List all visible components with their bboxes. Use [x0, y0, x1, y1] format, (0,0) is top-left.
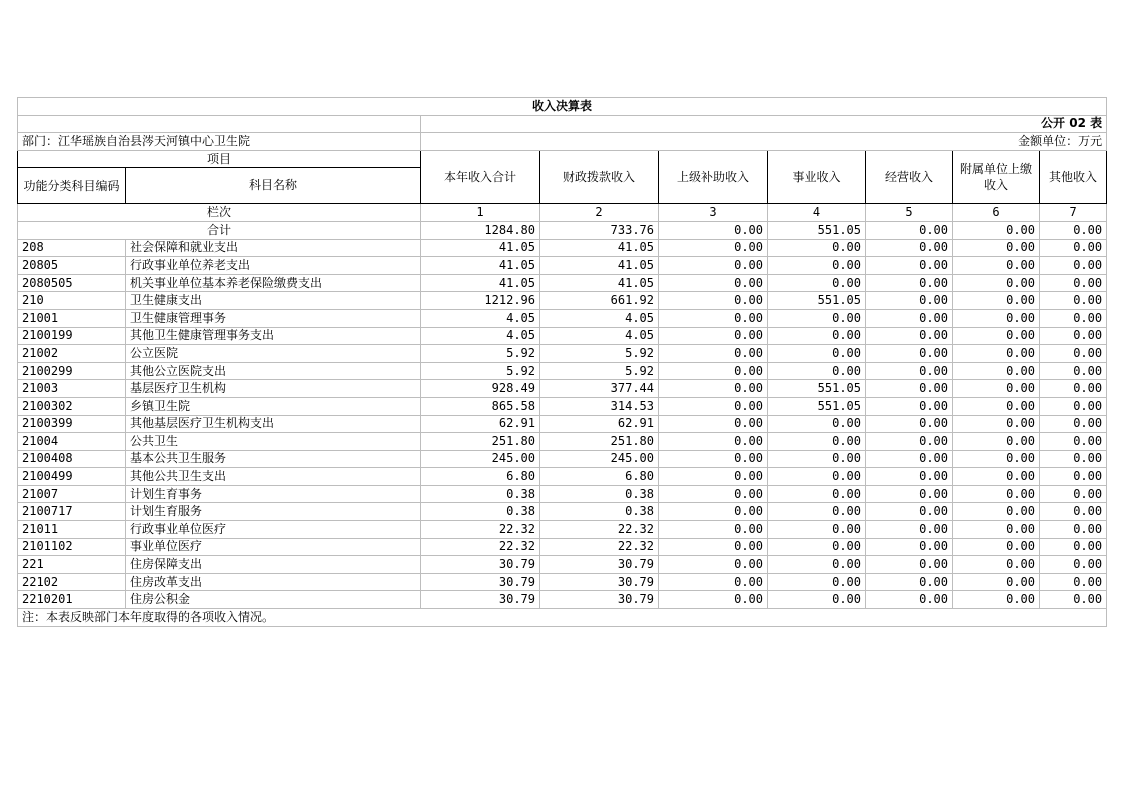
subject-name: 计划生育服务	[126, 503, 421, 521]
col-header-affiliated: 附属单位上缴收入	[953, 150, 1040, 204]
amount-cell: 0.00	[866, 503, 953, 521]
total-label: 合计	[18, 221, 421, 239]
amount-cell: 0.00	[768, 257, 866, 275]
amount-cell: 0.00	[768, 538, 866, 556]
amount-cell: 62.91	[540, 415, 659, 433]
amount-cell: 0.00	[659, 485, 768, 503]
subject-code: 2100199	[18, 327, 126, 345]
amount-cell: 245.00	[421, 450, 540, 468]
amount-cell: 0.00	[768, 556, 866, 574]
table-row	[18, 591, 1107, 609]
table-row	[18, 468, 1107, 486]
subject-name: 其他卫生健康管理事务支出	[126, 327, 421, 345]
subject-code: 21011	[18, 521, 126, 539]
col-header-superior: 上级补助收入	[659, 150, 768, 204]
amount-cell: 0.00	[866, 239, 953, 257]
amount-cell: 0.00	[768, 485, 866, 503]
amount-cell: 0.00	[953, 257, 1040, 275]
subject-name: 住房改革支出	[126, 573, 421, 591]
amount-cell: 0.00	[866, 591, 953, 609]
subject-name: 社会保障和就业支出	[126, 239, 421, 257]
amount-cell: 0.00	[866, 397, 953, 415]
amount-cell: 0.38	[540, 485, 659, 503]
func-code-header: 功能分类科目编码	[18, 168, 126, 204]
form-number: 公开 02 表	[421, 115, 1107, 133]
amount-cell: 0.00	[866, 327, 953, 345]
amount-cell: 0.00	[659, 433, 768, 451]
table-row	[18, 573, 1107, 591]
amount-cell: 0.00	[1040, 239, 1107, 257]
col-header-business: 事业收入	[768, 150, 866, 204]
amount-cell: 0.00	[659, 503, 768, 521]
subject-name: 基本公共卫生服务	[126, 450, 421, 468]
amount-cell: 22.32	[421, 538, 540, 556]
total-row	[18, 221, 1107, 239]
amount-cell: 0.00	[1040, 327, 1107, 345]
table-row	[18, 503, 1107, 521]
amount-cell: 0.00	[1040, 591, 1107, 609]
subject-code: 2101102	[18, 538, 126, 556]
amount-cell: 0.00	[659, 309, 768, 327]
subject-code: 2100399	[18, 415, 126, 433]
amount-cell: 0.00	[1040, 468, 1107, 486]
amount-cell: 0.38	[540, 503, 659, 521]
amount-cell: 0.00	[953, 415, 1040, 433]
note-row	[18, 609, 1107, 627]
table-row	[18, 345, 1107, 363]
amount-cell: 0.00	[866, 345, 953, 363]
subject-code: 2100302	[18, 397, 126, 415]
amount-cell: 0.00	[768, 362, 866, 380]
amount-cell: 41.05	[540, 257, 659, 275]
amount-cell: 0.00	[866, 292, 953, 310]
amount-cell: 0.00	[953, 397, 1040, 415]
income-final-account-table	[17, 97, 1107, 627]
amount-cell: 4.05	[421, 309, 540, 327]
item-header: 项目	[18, 150, 421, 168]
amount-cell: 0.00	[659, 521, 768, 539]
amount-cell: 41.05	[540, 239, 659, 257]
subject-name: 其他公共卫生支出	[126, 468, 421, 486]
amount-cell: 0.00	[866, 573, 953, 591]
amount-cell: 0.00	[659, 397, 768, 415]
amount-cell: 30.79	[540, 556, 659, 574]
table-row	[18, 327, 1107, 345]
total-value: 0.00	[953, 221, 1040, 239]
column-index: 2	[540, 204, 659, 222]
amount-cell: 0.00	[768, 468, 866, 486]
subject-name: 事业单位医疗	[126, 538, 421, 556]
amount-cell: 0.00	[659, 415, 768, 433]
subject-code: 21003	[18, 380, 126, 398]
amount-cell: 314.53	[540, 397, 659, 415]
amount-cell: 0.00	[659, 380, 768, 398]
amount-cell: 0.00	[659, 239, 768, 257]
amount-cell: 0.00	[768, 573, 866, 591]
subject-code: 21007	[18, 485, 126, 503]
total-value: 0.00	[1040, 221, 1107, 239]
amount-cell: 377.44	[540, 380, 659, 398]
amount-cell: 5.92	[540, 362, 659, 380]
amount-cell: 0.00	[659, 468, 768, 486]
amount-cell: 0.00	[953, 274, 1040, 292]
amount-cell: 41.05	[421, 274, 540, 292]
amount-cell: 0.00	[1040, 380, 1107, 398]
table-row	[18, 397, 1107, 415]
subject-name: 公立医院	[126, 345, 421, 363]
amount-cell: 0.00	[953, 345, 1040, 363]
subject-code: 20805	[18, 257, 126, 275]
amount-cell: 551.05	[768, 380, 866, 398]
amount-cell: 551.05	[768, 292, 866, 310]
total-value: 733.76	[540, 221, 659, 239]
amount-cell: 0.00	[953, 309, 1040, 327]
subject-name: 卫生健康管理事务	[126, 309, 421, 327]
subject-code: 2210201	[18, 591, 126, 609]
amount-cell: 0.00	[768, 503, 866, 521]
table-row	[18, 450, 1107, 468]
department-row	[18, 133, 1107, 151]
amount-cell: 0.00	[953, 433, 1040, 451]
subject-name: 行政事业单位医疗	[126, 521, 421, 539]
table-row	[18, 274, 1107, 292]
amount-cell: 30.79	[540, 591, 659, 609]
amount-cell: 0.00	[953, 573, 1040, 591]
table-row	[18, 309, 1107, 327]
amount-cell: 0.00	[866, 450, 953, 468]
amount-cell: 0.00	[866, 380, 953, 398]
subject-name: 其他公立医院支出	[126, 362, 421, 380]
amount-cell: 0.00	[1040, 257, 1107, 275]
subject-name: 公共卫生	[126, 433, 421, 451]
amount-cell: 0.00	[1040, 450, 1107, 468]
subject-name: 住房保障支出	[126, 556, 421, 574]
amount-cell: 0.00	[866, 468, 953, 486]
title-row	[18, 98, 1107, 116]
amount-cell: 5.92	[540, 345, 659, 363]
amount-cell: 0.00	[659, 292, 768, 310]
amount-cell: 0.00	[659, 573, 768, 591]
amount-cell: 0.00	[659, 362, 768, 380]
amount-cell: 0.00	[768, 345, 866, 363]
table-row	[18, 521, 1107, 539]
subject-name: 卫生健康支出	[126, 292, 421, 310]
amount-cell: 0.00	[1040, 292, 1107, 310]
amount-cell: 0.00	[1040, 309, 1107, 327]
col-header-operating: 经营收入	[866, 150, 953, 204]
table-row	[18, 380, 1107, 398]
amount-cell: 0.00	[768, 274, 866, 292]
total-value: 0.00	[659, 221, 768, 239]
subject-code: 2100408	[18, 450, 126, 468]
amount-cell: 0.00	[866, 362, 953, 380]
amount-cell: 0.00	[1040, 362, 1107, 380]
amount-cell: 0.00	[768, 450, 866, 468]
amount-cell: 0.00	[866, 556, 953, 574]
amount-cell: 0.00	[768, 327, 866, 345]
amount-cell: 0.00	[1040, 538, 1107, 556]
amount-cell: 0.00	[953, 292, 1040, 310]
amount-cell: 0.00	[659, 556, 768, 574]
amount-cell: 0.00	[1040, 556, 1107, 574]
amount-cell: 928.49	[421, 380, 540, 398]
amount-cell: 0.00	[953, 521, 1040, 539]
amount-cell: 0.00	[953, 362, 1040, 380]
table-row	[18, 433, 1107, 451]
amount-cell: 0.00	[768, 239, 866, 257]
amount-cell: 0.00	[866, 309, 953, 327]
amount-cell: 0.00	[659, 274, 768, 292]
subject-name: 乡镇卫生院	[126, 397, 421, 415]
column-index-label: 栏次	[18, 204, 421, 222]
amount-cell: 0.00	[1040, 433, 1107, 451]
amount-cell: 0.00	[866, 433, 953, 451]
subject-code: 21001	[18, 309, 126, 327]
amount-cell: 0.00	[953, 485, 1040, 503]
amount-cell: 0.00	[1040, 397, 1107, 415]
column-index-row	[18, 204, 1107, 222]
amount-cell: 4.05	[540, 309, 659, 327]
amount-cell: 4.05	[421, 327, 540, 345]
amount-cell: 5.92	[421, 345, 540, 363]
amount-cell: 0.00	[1040, 573, 1107, 591]
amount-cell: 0.00	[953, 450, 1040, 468]
amount-cell: 0.00	[866, 274, 953, 292]
amount-cell: 6.80	[540, 468, 659, 486]
amount-cell: 0.00	[953, 380, 1040, 398]
amount-cell: 0.38	[421, 485, 540, 503]
subject-code: 2100499	[18, 468, 126, 486]
amount-cell: 0.00	[953, 538, 1040, 556]
column-index: 5	[866, 204, 953, 222]
amount-cell: 245.00	[540, 450, 659, 468]
amount-cell: 41.05	[540, 274, 659, 292]
amount-cell: 661.92	[540, 292, 659, 310]
total-value: 1284.80	[421, 221, 540, 239]
amount-cell: 0.00	[768, 433, 866, 451]
table-row	[18, 362, 1107, 380]
amount-cell: 41.05	[421, 257, 540, 275]
amount-cell: 0.00	[1040, 485, 1107, 503]
amount-cell: 0.00	[1040, 415, 1107, 433]
amount-cell: 0.00	[953, 556, 1040, 574]
amount-cell: 0.00	[659, 345, 768, 363]
amount-cell: 22.32	[421, 521, 540, 539]
amount-cell: 0.00	[659, 257, 768, 275]
form-number-row	[18, 115, 1107, 133]
subject-name: 行政事业单位养老支出	[126, 257, 421, 275]
amount-cell: 0.00	[953, 503, 1040, 521]
amount-cell: 1212.96	[421, 292, 540, 310]
column-index: 3	[659, 204, 768, 222]
column-index: 7	[1040, 204, 1107, 222]
table-note: 注：本表反映部门本年度取得的各项收入情况。	[18, 609, 1107, 627]
column-index: 4	[768, 204, 866, 222]
amount-cell: 30.79	[421, 556, 540, 574]
amount-cell: 0.00	[659, 538, 768, 556]
amount-cell: 0.00	[1040, 274, 1107, 292]
amount-cell: 251.80	[421, 433, 540, 451]
subject-code: 2080505	[18, 274, 126, 292]
column-index: 6	[953, 204, 1040, 222]
amount-cell: 865.58	[421, 397, 540, 415]
amount-cell: 0.00	[866, 538, 953, 556]
amount-cell: 0.00	[768, 309, 866, 327]
amount-cell: 0.00	[866, 521, 953, 539]
amount-cell: 0.00	[953, 327, 1040, 345]
amount-cell: 0.00	[1040, 345, 1107, 363]
table-row	[18, 239, 1107, 257]
amount-cell: 5.92	[421, 362, 540, 380]
col-header-fiscal: 财政拨款收入	[540, 150, 659, 204]
amount-cell: 0.00	[953, 468, 1040, 486]
table-row	[18, 485, 1107, 503]
amount-cell: 251.80	[540, 433, 659, 451]
header-row-1	[18, 150, 1107, 168]
amount-cell: 62.91	[421, 415, 540, 433]
col-header-total: 本年收入合计	[421, 150, 540, 204]
amount-cell: 551.05	[768, 397, 866, 415]
col-header-other: 其他收入	[1040, 150, 1107, 204]
amount-cell: 30.79	[421, 591, 540, 609]
table-row	[18, 292, 1107, 310]
subject-code: 21002	[18, 345, 126, 363]
total-value: 0.00	[866, 221, 953, 239]
table-row	[18, 556, 1107, 574]
amount-cell: 0.00	[953, 239, 1040, 257]
subject-code: 221	[18, 556, 126, 574]
amount-cell: 22.32	[540, 521, 659, 539]
subject-code: 210	[18, 292, 126, 310]
amount-cell: 4.05	[540, 327, 659, 345]
table-title: 收入决算表	[18, 98, 1107, 116]
subject-code: 208	[18, 239, 126, 257]
amount-cell: 0.38	[421, 503, 540, 521]
amount-cell: 0.00	[768, 415, 866, 433]
subject-name: 住房公积金	[126, 591, 421, 609]
subject-name: 机关事业单位基本养老保险缴费支出	[126, 274, 421, 292]
unit-label: 金额单位：万元	[421, 133, 1107, 151]
amount-cell: 0.00	[768, 521, 866, 539]
table-row	[18, 538, 1107, 556]
amount-cell: 0.00	[866, 257, 953, 275]
amount-cell: 0.00	[866, 485, 953, 503]
subject-name-header: 科目名称	[126, 168, 421, 204]
amount-cell: 30.79	[421, 573, 540, 591]
subject-code: 21004	[18, 433, 126, 451]
subject-name: 计划生育事务	[126, 485, 421, 503]
amount-cell: 0.00	[659, 591, 768, 609]
subject-code: 2100299	[18, 362, 126, 380]
subject-code: 22102	[18, 573, 126, 591]
subject-code: 2100717	[18, 503, 126, 521]
amount-cell: 0.00	[768, 591, 866, 609]
amount-cell: 0.00	[659, 450, 768, 468]
column-index: 1	[421, 204, 540, 222]
amount-cell: 0.00	[1040, 503, 1107, 521]
subject-name: 基层医疗卫生机构	[126, 380, 421, 398]
table-row	[18, 415, 1107, 433]
amount-cell: 30.79	[540, 573, 659, 591]
table-row	[18, 257, 1107, 275]
amount-cell: 6.80	[421, 468, 540, 486]
amount-cell: 41.05	[421, 239, 540, 257]
amount-cell: 0.00	[953, 591, 1040, 609]
amount-cell: 0.00	[659, 327, 768, 345]
amount-cell: 0.00	[866, 415, 953, 433]
amount-cell: 0.00	[1040, 521, 1107, 539]
blank-cell	[18, 115, 421, 133]
department-label: 部门：江华瑶族自治县涔天河镇中心卫生院	[18, 133, 421, 151]
subject-name: 其他基层医疗卫生机构支出	[126, 415, 421, 433]
total-value: 551.05	[768, 221, 866, 239]
amount-cell: 22.32	[540, 538, 659, 556]
